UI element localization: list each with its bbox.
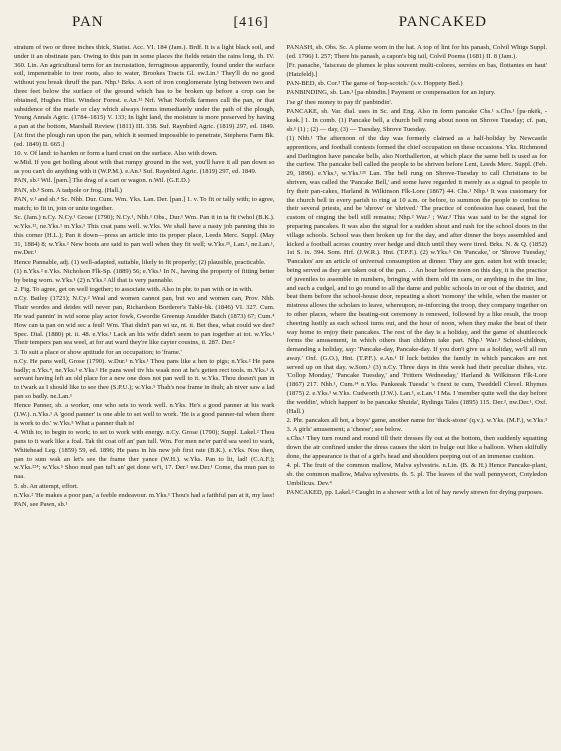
entry-paragraph: 4. With to; to begin to work; to set to work with energy. n.Cy. Grose (1790); Suppl. Lakel.² Thou pans to it wark like a foal. Tak thi coat off an' pan tull. Wm. For men ne'er pan'd sea weel to wark, Whitehead Leg. (1859) 59, ed. 1896; He pans in his new job first rate (B.K.). e.Yks. Noo then, pan to sum wak an let's see the frame ther yance (W.H.). w.Yks. Pan to lit, lad! (C.A.F.); w.Yks.²²⁴; w.Yks.⁵ Shoo mud pan tul't an' get done wi't, 17. Der.² nw.Der.¹ Come, tha mun pan to naa. bbox=[14, 429, 275, 481]
text-columns bbox=[14, 44, 547, 510]
entry-paragraph: n.Cy. He pans well, Grose (1790). w.Dur.¹ n.Yks.¹ Thou pans like a hen to pigs; n.Yks.² He pans badly; n.Yks.⁴, ne.Yks.¹ e.Yks.¹ He pans weel tiv his waak noo at he's getten rect tools. m.Yks.¹ A servant having left an old place for a new one does not pan well to it. w.Yks. Thou doesn't pan in to t'wark as I should like to see thee (S.P.U.); w.Yks.⁵ Thah's noa frame in thuh; ah niver saw a lad pan so badly. ne.Lan.¹ bbox=[14, 357, 275, 401]
entry-paragraph: Sc. (Jam.) n.Cy. N.Cy.¹ Grose (1790); N.Cy.¹, Nhb.¹ Obs., Dur.¹ Wm. Pan it in ta fit t'whol (B.K.). w.Yks.¹², ne.Yks.¹ m.Yks.¹ This coat pans well. w.Yks. We shall have a nasty job panning this to this corner (H.L.); Pan it down—press an article into its proper place, Leeds Merc. Suppl. (May 31, 1884) 8; w.Yks.² New boots are said to pan well when they fit well; w.Yks.²⁵, Lan.¹, ne.Lan.¹, nw.Der.¹ bbox=[14, 214, 275, 257]
entry-paragraph: PANASH, sb. Obs. Sc. A plume worn in the hat. A top of lint for his panash, Colvil Whigs Suppl. (ed. 1796) I. 257; There his panash, a capon's big tail, Colvil Poems (1681) II. 8 (Jam.). bbox=[286, 44, 547, 60]
entry-paragraph: 4. pl. The fruit of the common mallow, Malva sylvestris. n.Lin. (B. & H.) Hence Pancake-plant, sb. the common mallow, Malva sylvestris. ib. 5. pl. The leaves of the wall pennywort, Cotyledon Umbilicus. Dev.⁴ bbox=[286, 461, 547, 487]
right-running-head: PANCAKED bbox=[398, 14, 487, 30]
entry-paragraph: PAN, sb.³ Som. A tadpole or frog. (Hall.) bbox=[14, 186, 122, 194]
entry-paragraph: Hence Pannable, adj. (1) well-adapted, suitable, likely to fit properly; (2) plausible, practicable. bbox=[14, 258, 266, 266]
entry-paragraph: 5. sb. An attempt, effort. bbox=[14, 482, 79, 490]
entry-paragraph: Hence Panner, sb. a worker, one who sets to work well. n.Yks. He's a good panner at his wark (I.W.). n.Yks.¹ A 'good panner' is one able to set well to work. 'He is a good panner-tul when there is work to do.' w.Yks.⁵ What a panner thah is! bbox=[14, 402, 275, 427]
entry-paragraph: s.Chs.¹ They turn round and round till their dresses fly out at the bottom, then suddenly squatting down the air confined under the dress causes the skirt to bulge out like a balloon. When skilfully done, the appearance is that of a girl's head and shoulders peeping out of an immense cushion. bbox=[286, 435, 547, 460]
entry-paragraph: n.Yks.² 'He makes a poor pan,' a feeble endeavour. m.Yks.¹ Thou's had a faithful pan at it, my lass! bbox=[14, 491, 275, 499]
entry-paragraph: stratum of two or three inches thick, Statist. Acc. VI. 184 (Jam.). Brdf. It is a light black soil, and under it an obstinate pan. Owing to this pan in some places the fields retain the rains long, ib. IV. 360. Lin. An agricultural term for an incrustation, ferruginous apparently, found under the surface soil, impenetrable to tree roots, also to water, Brookes Tracts Gl. sw.Lin.¹ They'll do no good without you break thruff the pan. Nhp.¹ Brks. A sort of iron conglomerate lying between two and three feet below the surface of the ground which has to be broken up before a crop can be obtained, Hughes Hist. Windsor Forest. e.An.¹² Nrf. What Norfolk farmers call the pan, or that subsidence of the marle or clay which always forms immediately under the path of the plough, Young Annals Agric. (1784–1815) V. 133; In light land, the moisture is more preserved by having a pan at the bottom, Marshall Review (1811) III. 338. Suf. Raynbird Agric. (1819) 297, ed. 1849. [At first the plough ran upon the pan, which it seemed impossible to penetrate, Stephens Farm Bk. (ed. 1849) II. 665.] bbox=[14, 44, 275, 148]
entry-paragraph: (1) Nhb.¹ The afternoon of the day was formerly claimed as a half-holiday by Newcastle apprentices, and football contests formed the chief occupation on these occasions. Yks. Richmond and Darlington have pancake bells, also Northallerton, at which place the same bell is used as for the curfew. The pancake bell called the people to be shriven before Lent, Leeds Merc. Suppl. (Feb. 29, 1896). e.Yks.¹, w.Yks.¹²⁵ Lan. The bell rung on Shrove-Tuesday to call Christians to be shriven, was called the 'Pancake Bell,' and some have regarded it merely as a signal to people to fry their pan-cakes, Harland & Wilkinson Flk-Lore (1867) 44. Chs.¹ Nhp.¹ It was customary for the church bell in every parish to ring at 10 a.m. or before, to summon the people to confess to their several priests, and be 'shrove' or 'shrived.' The practice of confession has ceased, but the custom of ringing the bell still remains; Nhp.² War.² ; War.³ This was said to be the signal for preparing pancakes. It was also the signal for a sudden shout and rush for the school doors in the village schools. School was then broken up for the day, and after dinner the boys assembled and kicked a football across country over hedge and ditch until they were tired. Brks. N. & Q. (1852) 1st S. ix. 394. Som. Hrf. (J.W.R.). Hnt. (T.P.F.). (2) w.Yks.⁵ On 'Pancake,' or 'Shrove Tuesday,' 'Pancakes' are an article of universal consumption at dinner. They are gen. eaten hot with treacle; being served as they are taken out of the pan. . . An hour before noon on this day, it is the practice of juveniles to assemble in numbers, bringing with them old tin cans, or anything in the tin line, and each a cudgel, and to go round to all the dame and public schools in or out of the district, and beat them before the school-house door, repeating a short 'nomony' the while, when the master or mistress allows the scholars to leave, whereupon, re-inforcing the troop, they company together on to other places, where the beating-out ceremony is renewed, followed by a like result, the troop cheering lustily as each school turns out, and the hour of noon, when they make the beat of their way home to enjoy their pancakes. The rest of the day is a holiday, and the game of shuttlecock forms the amusement, in which others than children take part. Nhp.¹ War.³ School-children, demanding a holiday, say: 'Pancake-day, Pancake-day. If you don't give us a holiday, we'll all run away.' Oxf. (G.O.), Hnt. (T.P.F.). e.An.¹ If luck betides the family in which pancakes are not served up on that day. w.Som.¹ (3) n.Cy. Three days in this week had their peculiar dishes, viz. 'Collop Monday,' 'Pancake Tuesday,' and 'Fritters Wednesday,' Harland & Wilkinson Flk-Lore (1867) 217. Nhb.¹, Cum.¹⁴ n.Yks. Pankeeak Tuesda' 's t'next te cum, Tweddell Clevel. Rhymes (1875) 2. e.Yks.¹ w.Yks. Cudworth (J.W.). Lan.¹, e.Lan.¹ I Ma. I 'member quite well the day before the weddin', which happen' to be pancake Shuida', Rydings Tales (1895) 115. Der.², nw.Der.¹, Oxf. (Hall.) bbox=[286, 134, 547, 415]
entry-paragraph: PAN, see Pawn, sb.¹ bbox=[14, 501, 68, 509]
entry-paragraph: I'se gi' thee money to pay th' panbindin'. bbox=[286, 98, 393, 106]
entry-paragraph: [Fr. panache, 'faisceau de plumes le plus souvent multi-colores, serrées en bas, flottantes en haut' (Hatzfeld).] bbox=[286, 62, 547, 78]
entry-paragraph: (1) n.Yks.² e.Yks. Nicholson Flk-Sp. (1889) 56; e.Yks.¹ In N., having the property of fitting better by being worn. w.Yks.¹ (2) n.Yks.² All that is very pannable. bbox=[14, 267, 275, 284]
entry-paragraph: PANBINDING, sb. Lan.¹ [pa·nbindin.] Payment or compensation for an injury. bbox=[286, 89, 496, 97]
page-header bbox=[14, 14, 547, 40]
entry-paragraph: PAN, sb.² Wil. [pæn.] The drag of a cart or wagon. n.Wil. (G.E.D.) bbox=[14, 177, 190, 185]
entry-paragraph: PANCAKED, pp. Lakel.² Caught in a shower with a lot of hay newly strewn for drying purposes. bbox=[286, 488, 544, 496]
entry-paragraph: n.Cy. Bailey (1721); N.Cy.² Weal and women cannot pan, but wo and women can, Prov. Nhb. Thair wordes and deides will never pan, Richardson Borderer's Table-bk. (1846) VI. 327. Cum. He wad pannin' in wid some play actor fowk, Gwordie Greenup Anudder Batch (1873) 67; Cum.⁴ How can ta pan on wid sec a feul! Wm. That didn't pan wi uz, nt. it. Bet thea, what could we dee? Spec. Dial. (1880) pt. ii. 48. e.Yks.¹ Lack an his wife didn't seem to pan together at tot. w.Yks.¹ Their tempers pan sea weel, at for aut ward they're like cayter cousins, ii. 287. Der.² bbox=[14, 295, 275, 347]
entry-paragraph: w.Mid. If you get boiling about with that rumpy ground in the wet, you'll have it all pan down so as you can't do anything with it (W.P.M.). e.An.¹ Suf. Raynbird Agric. (1819) 297, ed. 1849. bbox=[14, 159, 275, 176]
entry-paragraph: 2. Phr. pancakes all hot, a boys' game, another name for 'duck-stone' (q.v.). w.Yks. (M.F.), w.Yks.³ 3. A girls' amusement; a 'cheese'; see below. bbox=[286, 416, 547, 433]
entry-paragraph: 10. v. Of land: to harden or form a hard crust on the surface. Also with down. bbox=[14, 150, 218, 158]
entry-paragraph: PAN-BED, sb. Cor.³ The game of 'hop-scotch.' (s.v. Hoppety Bed.) bbox=[286, 80, 463, 88]
entry-paragraph: PANCAKE, sb. Var. dial. uses in Sc. and Eng. Also in form pancake Chs.¹ s.Chs.¹ [pa·nkēk, -keək.] 1. In comb. (1) Pancake bell, a church bell rung about noon on Shrove Tuesday; cf. pan, sb.¹ (1) ; (2) — day, (3) — Tuesday, Shrove Tuesday. bbox=[286, 108, 547, 133]
right-column bbox=[287, 44, 548, 510]
left-column bbox=[14, 44, 275, 510]
entry-paragraph: PAN, v.¹ and sb.⁴ Sc. Nhb. Dur. Cum. Wm. Yks. Lan. Der. [pan.] 1. v. To fit or tally with; to agree, match; to fit in, join or unite together. bbox=[14, 196, 275, 212]
left-running-head: PAN bbox=[72, 14, 104, 30]
page-number: [416] bbox=[233, 15, 269, 30]
entry-paragraph: 2. Fig. To agree, get on well together; to associate with. Also in phr. to pan with or in with. bbox=[14, 286, 253, 294]
entry-paragraph: 3. To suit a place or show aptitude for an occupation; to 'frame.' bbox=[14, 348, 182, 356]
